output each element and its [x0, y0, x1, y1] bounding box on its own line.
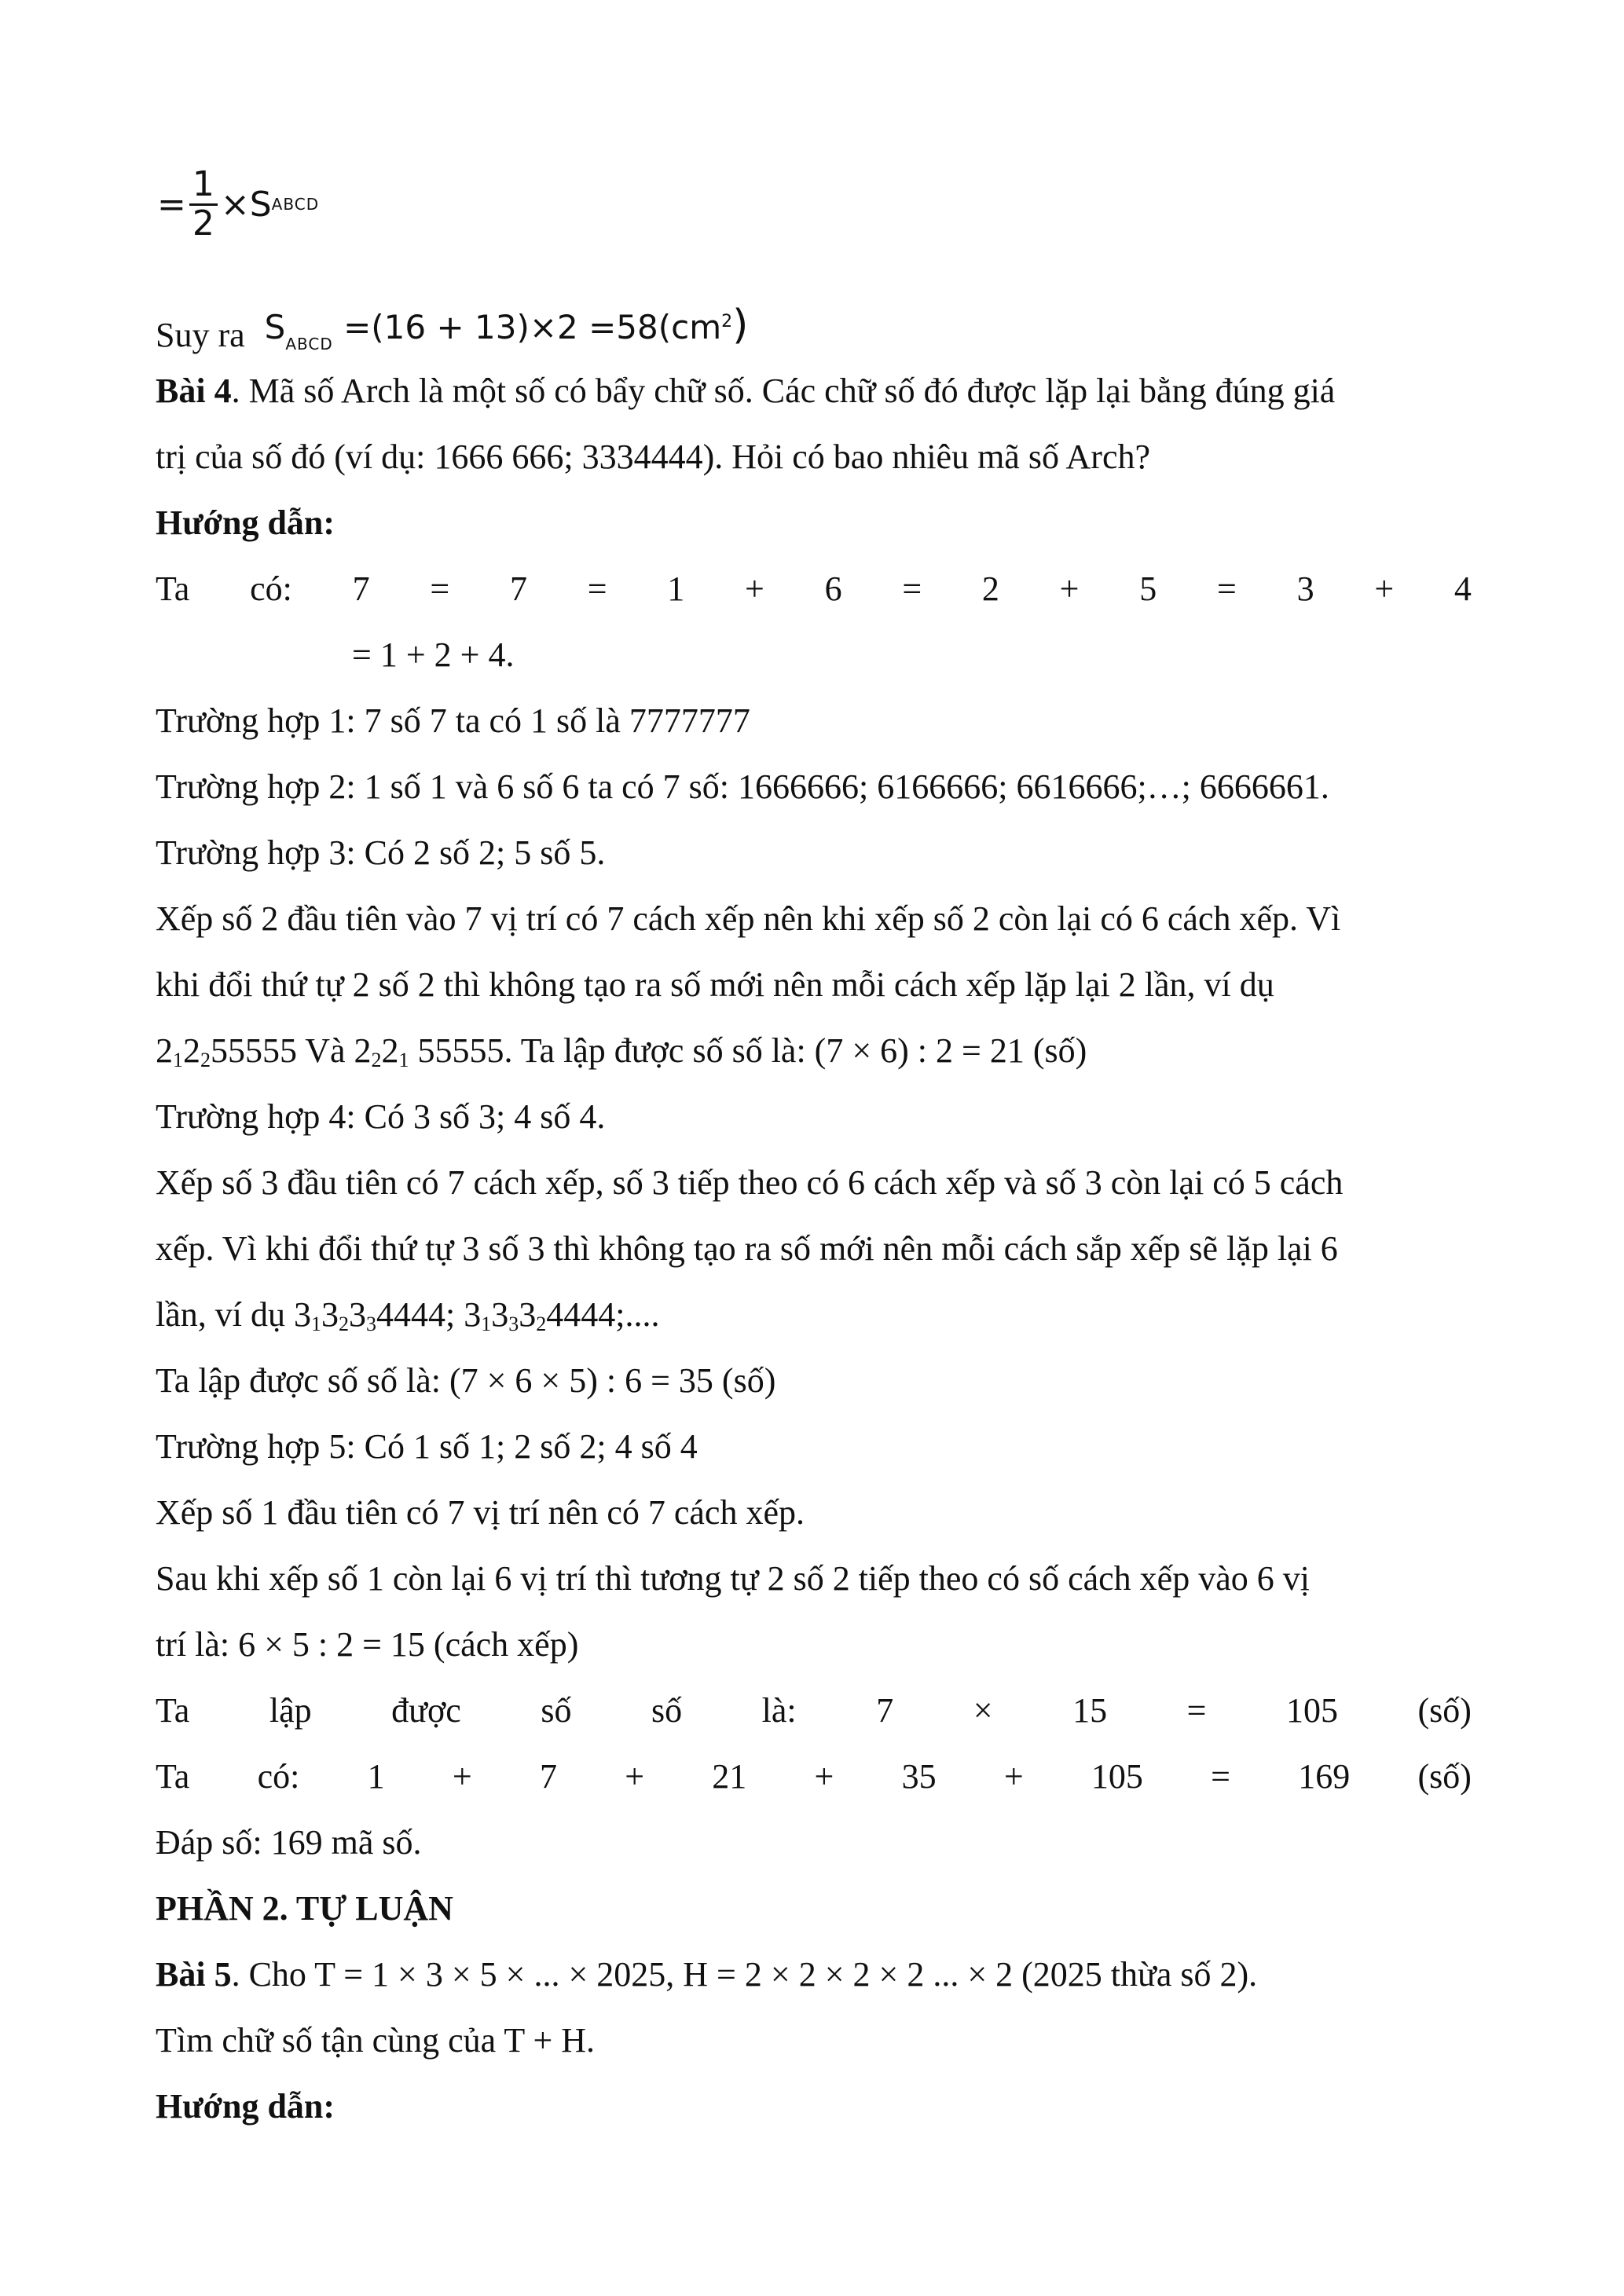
area-s: S: [264, 308, 286, 346]
token: +: [745, 569, 764, 608]
token: +: [452, 1757, 472, 1796]
area-subscript: ABCD: [285, 335, 333, 353]
xep-3-line2: xếp. Vì khi đổi thứ tự 3 số 3 thì không tạo ra số mới nên mỗi cách sắp xếp sẽ lặp lại 6: [156, 1229, 1338, 1268]
token: 1: [367, 1757, 385, 1796]
text: lần, ví dụ: [156, 1295, 294, 1334]
token: +: [814, 1757, 834, 1796]
token: 105: [1091, 1757, 1143, 1796]
ta-co-line: [156, 556, 1472, 622]
xep-1: Xếp số 1 đầu tiên có 7 vị trí nên có 7 cách xếp.: [156, 1493, 805, 1532]
token: +: [625, 1757, 645, 1796]
token: 5: [1139, 569, 1157, 608]
digit: 3: [321, 1295, 339, 1334]
text: 55555. Ta lập được số số là: (7 × 6) : 2 = 21 (số): [409, 1031, 1087, 1070]
text: 4444;: [376, 1295, 464, 1334]
token: 6: [824, 569, 842, 608]
fraction: [189, 164, 218, 244]
digit-index: 2: [371, 1049, 382, 1071]
sau-khi-line2: trí là: 6 × 5 : 2 = 15 (cách xếp): [156, 1625, 579, 1664]
token: 3: [1296, 569, 1314, 608]
token: 35: [901, 1757, 937, 1796]
bai4-title: Bài 4: [156, 372, 232, 410]
xep-2-line2: khi đổi thứ tự 2 số 2 thì không tạo ra số mới nên mỗi cách xếp lặp lại 2 lần, ví dụ: [156, 965, 1274, 1004]
dap-so: Đáp số: 169 mã số.: [156, 1823, 422, 1862]
bai4-text: . Mã số Arch là một số có bẩy chữ số. Các chữ số đó được lặp lại bằng đúng giá: [231, 372, 1336, 410]
truong-hop-4: Trường hợp 4: Có 3 số 3; 4 số 4.: [156, 1097, 606, 1136]
bai5-text: . Cho T = 1 × 3 × 5 × ... × 2025, H = 2 × 2 × 2 × 2 ... × 2 (2025 thừa số 2).: [231, 1955, 1258, 1994]
bai4-line2: trị của số đó (ví dụ: 1666 666; 3334444). Hỏi có bao nhiêu mã số Arch?: [156, 438, 1151, 476]
digit: 3: [348, 1295, 366, 1334]
area-expression: =(16 + 13)×2 =58(cm: [343, 308, 722, 346]
suy-ra-line: [156, 292, 1472, 358]
truong-hop-5: Trường hợp 5: Có 1 số 1; 2 số 2; 4 số 4: [156, 1427, 698, 1466]
digit-index: 1: [398, 1049, 409, 1071]
token: +: [1059, 569, 1080, 608]
token: có:: [250, 569, 292, 608]
digit: 3: [464, 1295, 482, 1334]
fraction-numerator: 1: [189, 167, 218, 205]
digit-index: 2: [200, 1049, 211, 1071]
suy-ra-label: Suy ra: [156, 316, 245, 354]
digit: 3: [519, 1295, 537, 1334]
digit: 3: [491, 1295, 509, 1334]
token: =: [902, 569, 922, 608]
digit: 2: [381, 1031, 399, 1070]
token: 169: [1298, 1757, 1351, 1796]
token: 105: [1285, 1691, 1338, 1730]
token: (số): [1417, 1757, 1472, 1796]
phan-2-heading: PHẦN 2. TỰ LUẬN: [156, 1889, 453, 1928]
bai4-line1: [156, 358, 1472, 424]
digit-index: 3: [365, 1313, 376, 1335]
token: 4: [1454, 569, 1472, 608]
token: ×: [973, 1691, 993, 1730]
token: 1: [667, 569, 685, 608]
token: =: [587, 569, 607, 608]
area-unit-exponent: 2: [721, 312, 733, 331]
token: Ta: [156, 1757, 190, 1796]
token: là:: [761, 1691, 797, 1730]
close-paren: ): [732, 302, 749, 349]
token: 21: [712, 1757, 747, 1796]
fraction-denominator: 2: [192, 203, 214, 244]
token: được: [391, 1691, 461, 1730]
digit: 3: [293, 1295, 311, 1334]
times-s: ×S: [220, 184, 272, 225]
huong-dan-heading: Hướng dẫn:: [156, 504, 335, 542]
truong-hop-2: Trường hợp 2: 1 số 1 và 6 số 6 ta có 7 số: 1666666; 6166666; 6616666;…; 6666661.: [156, 767, 1329, 806]
token: lập: [269, 1691, 312, 1730]
truong-hop-1: Trường hợp 1: 7 số 7 ta có 1 số là 7777777: [156, 701, 750, 740]
digit-index: 2: [536, 1313, 547, 1335]
text: 55555 Và: [211, 1031, 354, 1070]
bai5-line1: [156, 1942, 1472, 2008]
token: 2: [981, 569, 999, 608]
token: =: [430, 569, 450, 608]
digit-index: 2: [338, 1313, 349, 1335]
bai5-title: Bài 5: [156, 1955, 232, 1994]
token: Ta: [156, 1691, 190, 1730]
token: Ta: [156, 569, 190, 608]
digit-index: 1: [481, 1313, 492, 1335]
formula-half-area: [157, 153, 319, 255]
digit-index: 3: [508, 1313, 519, 1335]
xep-2-line1: Xếp số 2 đầu tiên vào 7 vị trí có 7 cách xếp nên khi xếp số 2 còn lại có 6 cách xếp. Vì: [156, 899, 1341, 938]
token: có:: [257, 1757, 300, 1796]
xep-2-line3: [156, 1018, 1472, 1084]
ta-co-continuation: = 1 + 2 + 4.: [352, 635, 515, 674]
ta-co-169-line: [156, 1744, 1472, 1810]
digit: 2: [183, 1031, 200, 1070]
area-subscript: ABCD: [271, 195, 320, 214]
token: số: [541, 1691, 572, 1730]
token: số: [651, 1691, 683, 1730]
token: =: [1211, 1757, 1230, 1796]
digit: 2: [156, 1031, 173, 1070]
token: 7: [876, 1691, 894, 1730]
digit-index: 1: [310, 1313, 321, 1335]
token: 15: [1072, 1691, 1108, 1730]
digit-index: 1: [173, 1049, 183, 1071]
token: 7: [539, 1757, 557, 1796]
token: =: [1217, 569, 1237, 608]
token: +: [1374, 569, 1395, 608]
token: 7: [509, 569, 527, 608]
digit: 2: [354, 1031, 372, 1070]
token: 7: [352, 569, 370, 608]
token: =: [1186, 1691, 1207, 1730]
bai5-line2: Tìm chữ số tận cùng của T + H.: [156, 2021, 596, 2060]
xep-3-line3: [156, 1282, 1472, 1348]
huong-dan-heading-2: Hướng dẫn:: [156, 2087, 335, 2126]
sau-khi-line1: Sau khi xếp số 1 còn lại 6 vị trí thì tương tự 2 số 2 tiếp theo có số cách xếp vào 6 vị: [156, 1559, 1310, 1598]
ta-lap-105-line: [156, 1678, 1472, 1744]
ta-lap-35: Ta lập được số số là: (7 × 6 × 5) : 6 = 35 (số): [156, 1361, 776, 1400]
token: (số): [1417, 1691, 1472, 1730]
text: 4444;....: [546, 1295, 660, 1334]
truong-hop-3: Trường hợp 3: Có 2 số 2; 5 số 5.: [156, 833, 606, 872]
xep-3-line1: Xếp số 3 đầu tiên có 7 cách xếp, số 3 tiếp theo có 6 cách xếp và số 3 còn lại có 5 cách: [156, 1163, 1344, 1202]
equals-sign: =: [157, 184, 186, 225]
token: +: [1003, 1757, 1024, 1796]
